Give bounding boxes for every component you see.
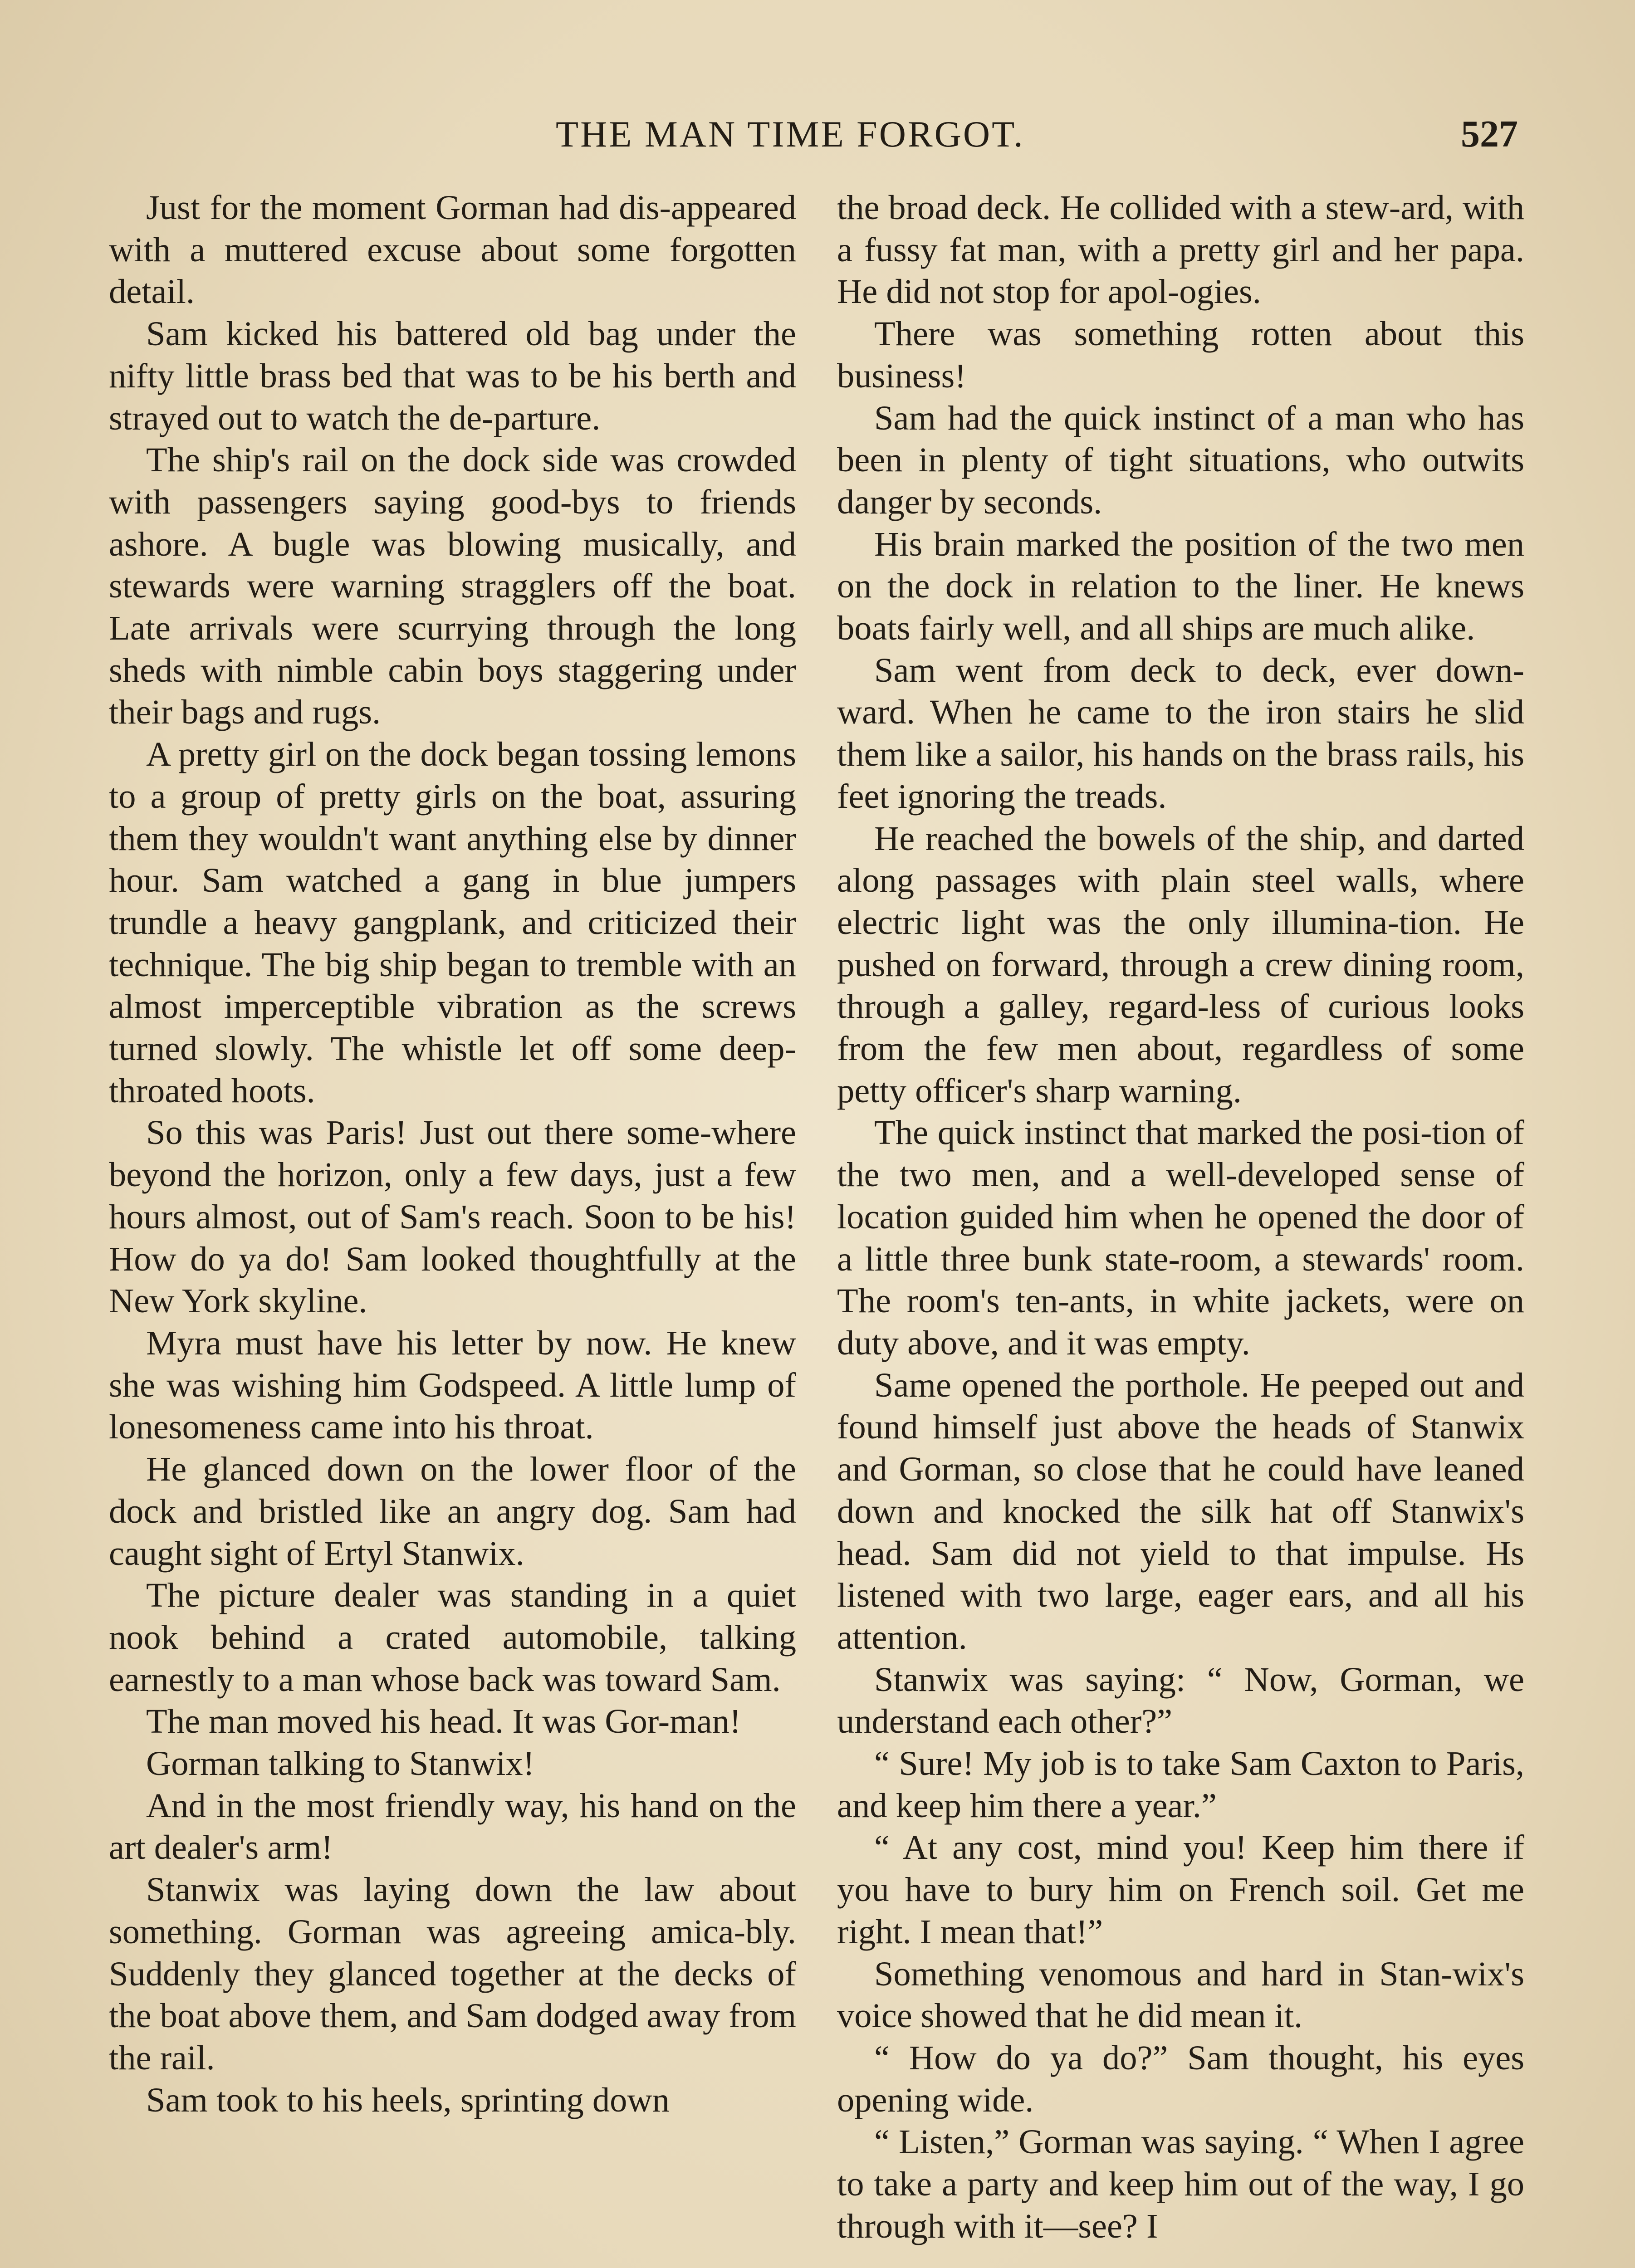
paragraph: So this was Paris! Just out there some-where beyond the horizon, only a few days, just a few hours almost, out of Sam's reach. Soon to be his! How do ya do! Sam looked thoughtfully at the New York skyline. xyxy=(109,1113,796,1320)
paragraph: “ Listen,” Gorman was saying. “ When I agree to take a party and keep him out of the way, I go through with it—see? I xyxy=(837,2122,1524,2245)
right-column xyxy=(837,187,1524,2247)
running-header xyxy=(0,107,1635,161)
page-number: 527 xyxy=(1461,113,1518,155)
paragraph: The man moved his head. It was Gor-man! xyxy=(146,1702,741,1741)
paragraph: He reached the bowels of the ship, and darted along passages with plain steel walls, where electric light was the only illumina-tion. He pushed on forward, through a crew dining room, through a galley, regard-less of curious looks from the few men about, regardless of some petty officer's sharp warning. xyxy=(837,819,1524,1110)
paragraph: The picture dealer was standing in a quiet nook behind a crated automobile, talking earnestly to a man whose back was toward Sam. xyxy=(109,1576,796,1699)
paragraph: A pretty girl on the dock began tossing lemons to a group of pretty girls on the boat, assuring them they wouldn't want anything else by dinner hour. Sam watched a gang in blue jumpers trundle a heavy gangplank, and criticized their technique. The big ship began to tremble with an almost imperceptible vibration as the screws turned slowly. The whistle let off some deep-throated hoots. xyxy=(109,735,796,1110)
paragraph: Sam went from deck to deck, ever down-ward. When he came to the iron stairs he slid them like a sailor, his hands on the brass rails, his feet ignoring the treads. xyxy=(837,650,1524,816)
paragraph: the broad deck. He collided with a stew-ard, with a fussy fat man, with a pretty girl and her papa. He did not stop for apol-ogies. xyxy=(837,188,1524,311)
paragraph: Gorman talking to Stanwix! xyxy=(146,1744,535,1783)
paragraph: Sam had the quick instinct of a man who has been in plenty of tight situations, who outwits danger by seconds. xyxy=(837,398,1524,521)
paragraph: Stanwix was laying down the law about something. Gorman was agreeing amica-bly. Suddenly they glanced together at the decks of the boat above them, and Sam dodged away from the rail. xyxy=(109,1870,796,2077)
paragraph: He glanced down on the lower floor of the dock and bristled like an angry dog. Sam had caught sight of Ertyl Stanwix. xyxy=(109,1450,796,1573)
paragraph: Same opened the porthole. He peeped out and found himself just above the heads of Stanwix and Gorman, so close that he could have leaned down and knocked the silk hat off Stanwix's head. Sam did not yield to that impulse. Hs listened with two large, eager ears, and all his attention. xyxy=(837,1365,1524,1657)
paragraph: Myra must have his letter by now. He knew she was wishing him Godspeed. A little lump of lonesomeness came into his throat. xyxy=(109,1323,796,1447)
paragraph: Sam took to his heels, sprinting down xyxy=(146,2080,670,2119)
paragraph: “ Sure! My job is to take Sam Caxton to Paris, and keep him there a year.” xyxy=(837,1744,1524,1825)
paragraph: Something venomous and hard in Stan-wix's voice showed that he did mean it. xyxy=(837,1954,1524,2035)
paragraph: The ship's rail on the dock side was crowded with passengers saying good-bys to friends ashore. A bugle was blowing musically, and stewards were warning stragglers off the boat. Late arrivals were scurrying through the long sheds with nimble cabin boys staggering under their bags and rugs. xyxy=(109,440,796,732)
paragraph: And in the most friendly way, his hand on the art dealer's arm! xyxy=(109,1786,796,1867)
paragraph: His brain marked the position of the two men on the dock in relation to the liner. He knews boats fairly well, and all ships are much alike. xyxy=(837,524,1524,648)
left-column xyxy=(109,187,796,2121)
paragraph: Just for the moment Gorman had dis-appeared with a muttered excuse about some forgotten detail. xyxy=(109,188,796,311)
paragraph: “ At any cost, mind you! Keep him there if you have to bury him on French soil. Get me right. I mean that!” xyxy=(837,1828,1524,1951)
paragraph: “ How do ya do?” Sam thought, his eyes opening wide. xyxy=(837,2038,1524,2119)
paragraph: Sam kicked his battered old bag under the nifty little brass bed that was to be his berth and strayed out to watch the de-parture. xyxy=(109,314,796,437)
paragraph: Stanwix was saying: “ Now, Gorman, we understand each other?” xyxy=(837,1660,1524,1741)
running-title: THE MAN TIME FORGOT. xyxy=(556,113,1025,155)
paragraph: The quick instinct that marked the posi-tion of the two men, and a well-developed sense of location guided him when he opened the door of a little three bunk state-room, a stewards' room. The room's ten-ants, in white jackets, were on duty above, and it was empty. xyxy=(837,1113,1524,1362)
paragraph: There was something rotten about this business! xyxy=(837,314,1524,395)
